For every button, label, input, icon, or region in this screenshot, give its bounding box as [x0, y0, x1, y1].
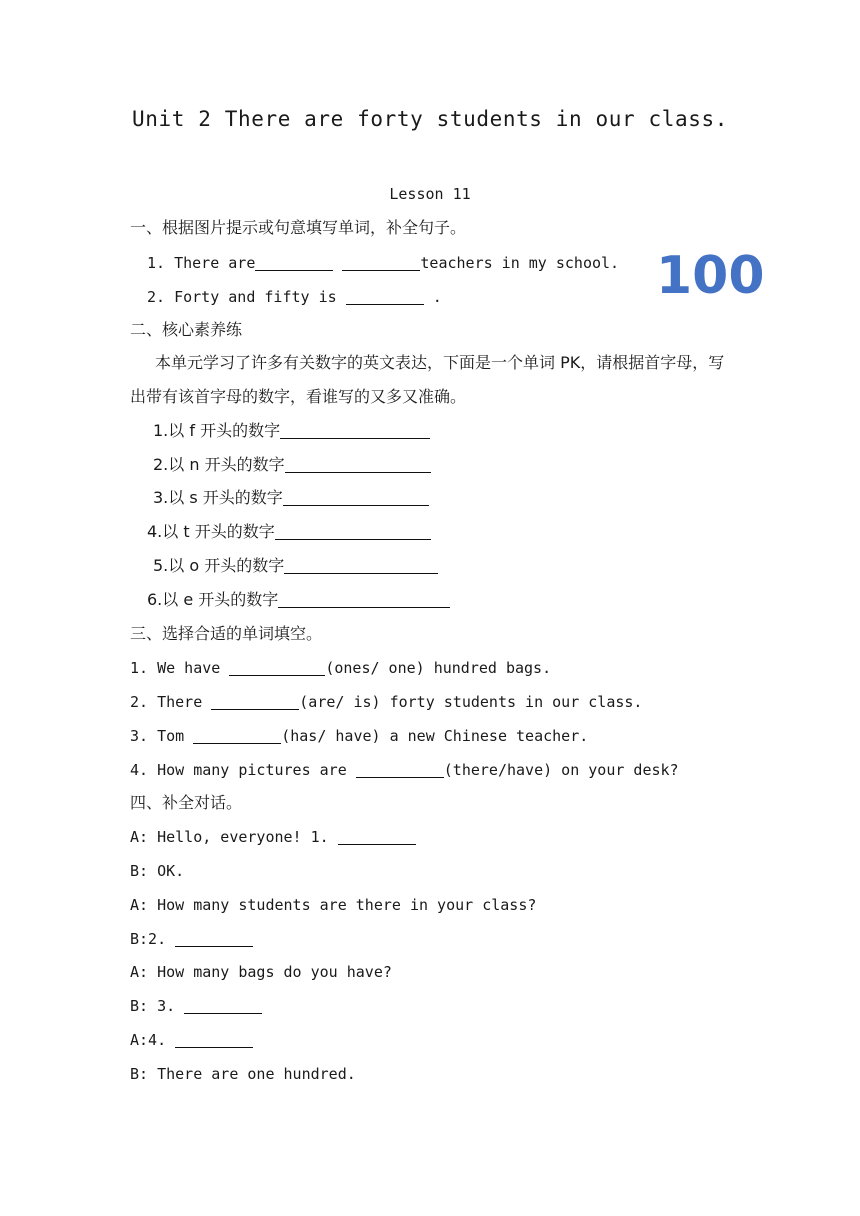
section2-item: 4.以 t 开头的数字	[147, 522, 431, 542]
answer-blank[interactable]	[211, 694, 299, 710]
section2-item: 3.以 s 开头的数字	[153, 488, 429, 508]
answer-blank[interactable]	[175, 931, 253, 947]
answer-blank[interactable]	[193, 728, 281, 744]
dialogue-line: A:4.	[130, 1030, 253, 1050]
dialogue-line: A: How many bags do you have?	[130, 963, 392, 981]
answer-blank[interactable]	[278, 592, 450, 608]
score-badge: 100	[656, 246, 765, 306]
section2-item: 5.以 o 开头的数字	[153, 556, 438, 576]
answer-blank[interactable]	[284, 558, 438, 574]
answer-blank[interactable]	[175, 1032, 253, 1048]
dialogue-line: B: OK.	[130, 862, 185, 880]
section3-item: 2. There (are/ is) forty students in our class.	[130, 693, 643, 711]
section4-heading: 四、补全对话。	[130, 793, 243, 812]
dialogue-line: A: Hello, everyone! 1.	[130, 827, 416, 847]
answer-blank[interactable]	[283, 490, 429, 506]
section2-item: 2.以 n 开头的数字	[153, 455, 431, 475]
answer-blank[interactable]	[184, 998, 262, 1014]
section2-item: 6.以 e 开头的数字	[147, 590, 450, 610]
section1-q2: 2. Forty and fifty is .	[147, 288, 442, 306]
answer-blank[interactable]	[280, 423, 430, 439]
section1-q1: 1. There are teachers in my school.	[147, 254, 620, 272]
answer-blank[interactable]	[255, 255, 333, 271]
answer-blank[interactable]	[338, 829, 416, 845]
lesson-label: Lesson 11	[389, 185, 471, 203]
answer-blank[interactable]	[229, 660, 325, 676]
answer-blank[interactable]	[346, 289, 424, 305]
answer-blank[interactable]	[285, 457, 431, 473]
page-title: Unit 2 There are forty students in our class.	[132, 107, 728, 131]
dialogue-line: B: There are one hundred.	[130, 1065, 356, 1083]
dialogue-line: B: 3.	[130, 996, 262, 1016]
section1-heading: 一、根据图片提示或句意填写单词，补全句子。	[130, 218, 467, 237]
section3-heading: 三、选择合适的单词填空。	[130, 624, 323, 643]
dialogue-line: B:2.	[130, 929, 253, 949]
section2-heading: 二、核心素养练	[130, 320, 243, 339]
section3-item: 3. Tom (has/ have) a new Chinese teacher.	[130, 727, 589, 745]
section3-item: 1. We have (ones/ one) hundred bags.	[130, 659, 552, 677]
answer-blank[interactable]	[342, 255, 420, 271]
answer-blank[interactable]	[356, 762, 444, 778]
answer-blank[interactable]	[275, 524, 431, 540]
section3-item: 4. How many pictures are (there/have) on your desk?	[130, 761, 679, 779]
section2-intro: 本单元学习了许多有关数字的英文表达，下面是一个单词 PK，请根据首字母，写出带有该首字母的数字，看谁写的又多又准确。	[130, 353, 725, 406]
dialogue-line: A: How many students are there in your class?	[130, 896, 537, 914]
section2-item: 1.以 f 开头的数字	[153, 421, 430, 441]
